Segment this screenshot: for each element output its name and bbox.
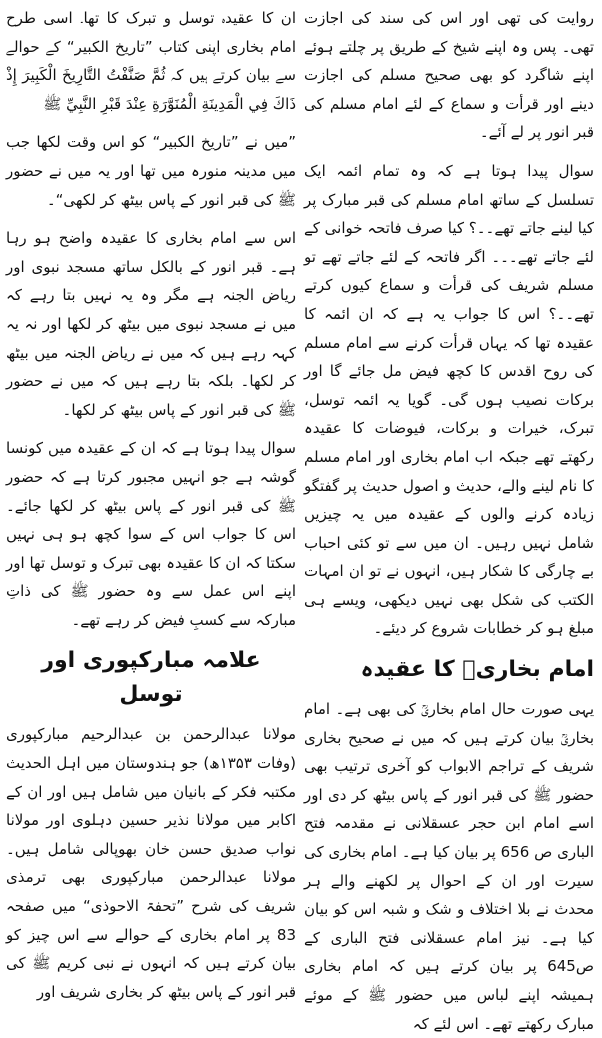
right-column <box>303 4 594 1033</box>
section-heading-mubarakpuri: علامہ مبارکپوری اور توسل <box>41 648 261 708</box>
right-paragraph-3: یہی صورت حال امام بخاریؒ کی بھی ہے۔ امام بخاریؒ بیان کرتے ہیں کہ میں نے صحیح بخاری شریف کے تراجم الابواب کو آخری ترتیب بھی حضور ﷺ کی قبر انور کے پاس بیٹھ کر دی اور اسے امام ابن حجر عسقلانی نے مقدمہ فتح الباری ص 656 پر بیان کیا ہے۔ امام بخاری کی سیرت اور ان کے احوال پر لکھنے والے ہر محدث نے بلا اختلاف و شک و شبہ اس کو بیان کیا ہے۔ نیز امام عسقلانی فتح الباری کے ص645 پر بیان کرتے ہیں کہ امام بخاری ہمیشہ اپنے لباس میں حضور ﷺ کے موئے مبارک رکھتے تھے۔ اس لئے کہ <box>304 700 594 1033</box>
left-column <box>6 4 297 1001</box>
left-paragraph-1: ان کا عقیدہ توسل و تبرک کا تھا۔ اسی طرح امام بخاری اپنی کتاب ”تاریخ الکبیر“ کے حوالے سے بیان کرتے ہیں کہ ثُمَّ صَنَّفْتُ التَّارِيخَ الْكَبِيرَ إِذْ ذَاكَ فِي الْمَدِينَةِ الْمُنَوَّرَةِ عِنْدَ قَبْرِ النَّبِيِّ ﷺ <box>6 9 296 113</box>
left-paragraph-4: سوال پیدا ہوتا ہے کہ ان کے عقیدہ میں کونسا گوشہ ہے جو انہیں مجبور کرتا ہے کہ حضور ﷺ کی قبر انور کے پاس بیٹھ کر لکھا جائے۔ اس کا جواب اس کے سوا کچھ ہو ہی نہیں سکتا کہ ان کا عقیدہ بھی تبرک و توسل تھا اور اپنے اس عمل سے وہ حضور ﷺ کی ذاتِ مبارکہ سے کسبِ فیض کر رہے تھے۔ <box>6 439 296 629</box>
left-paragraph-5: مولانا عبدالرحمن بن عبدالرحیم مبارکپوری (وفات ۱۳۵۳ھ) جو ہندوستان میں اہل الحدیث مکتبہ فکر کے بانیان میں شامل ہیں اور ان کے اکابر میں مولانا نذیر حسین دہلوی اور مولانا نواب صدیق حسن خان بھوپالی شامل ہیں۔ مولانا عبدالرحمن مبارکپوری بھی ترمذی شریف کی شرح ”تحفۃ الاحوذی“ میں صفحہ 83 پر امام بخاری کے حوالے سے اس چیز کو بیان کرتے ہیں کہ انہوں نے نبی کریم ﷺ کی قبر انور کے پاس بیٹھ کر بخاری شریف اور <box>6 725 297 1001</box>
right-paragraph-1: روایت کی تھی اور اس کی سند کی اجازت تھی۔ پس وہ اپنے شیخ کے طریق پر چلتے ہوئے اپنے شاگرد کو بھی صحیح مسلم کی اجازت دینے اور قرأت و سماع کے لئے امام مسلم کی قبر انور پر لے آئے۔ <box>304 9 594 142</box>
section-heading-imam-bukhari: امام بخاریؒ کا عقیدہ <box>360 657 594 683</box>
left-paragraph-3: اس سے امام بخاری کا عقیدہ واضح ہو رہا ہے۔ قبر انور کے بالکل ساتھ مسجد نبوی اور ریاض الجنہ ہے مگر وہ یہ نہیں بتا رہے کہ میں نے مسجد نبوی میں بیٹھ کر لکھا اور نہ یہ کہہ رہے ہیں کہ میں نے ریاض الجنہ میں بیٹھ کر لکھا۔ بلکہ بتا رہے ہیں کہ میں نے حضور ﷺ کی قبر انور کے پاس بیٹھ کر لکھا۔ <box>6 229 296 419</box>
right-paragraph-2: سوال پیدا ہوتا ہے کہ وہ تمام ائمہ ایک تسلسل کے ساتھ امام مسلم کی قبر مبارک پر کیا لینے جاتے تھے۔۔؟ کیا صرف فاتحہ خوانی کے لئے جاتے تھے۔۔۔ اگر فاتحہ کے لئے جاتے تھے تو مسلم شریف کی قرأت و سماع کیوں کرتے تھے۔۔؟ اس کا جواب یہ ہے کہ ان ائمہ کا عقیدہ تھا کہ یہاں قرأت کرنے سے امام مسلم کی روح اقدس کا کچھ فیض مل جائے گا اور برکات نصیب ہوں گی۔ گویا یہ ائمہ توسل، تبرک، خیرات و برکات، فیوضات کا عقیدہ رکھتے تھے جبکہ اب امام بخاری اور امام مسلم کا نام لینے والے، حدیث و اصول حدیث پر گفتگو زیادہ کرنے والوں کے عقیدہ میں یہ چیزیں شامل نہیں رہیں۔ ان میں سے تو کئی احباب بے چارگی کا شکار ہیں، انہوں نے تو ان امہات الکتب کی شکل بھی نہیں دیکھی، ویسے ہی مبلغ ہو کر خطابات شروع کر دیئے۔ <box>303 161 594 638</box>
left-paragraph-2: ”میں نے ”تاریخ الکبیر“ کو اس وقت لکھا جب میں مدینہ منورہ میں تھا اور یہ میں نے حضور ﷺ کی قبر انور کے پاس بیٹھ کر لکھی“۔ <box>6 133 296 209</box>
